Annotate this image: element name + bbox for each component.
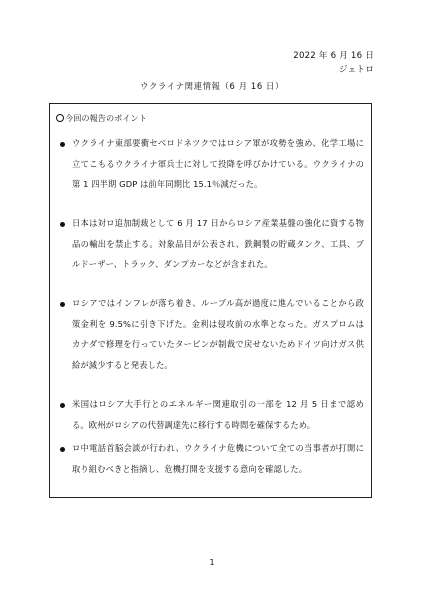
- circle-icon: [56, 114, 64, 122]
- page-number: 1: [209, 558, 215, 567]
- bullet-icon: [60, 302, 65, 307]
- summary-heading: [56, 113, 147, 124]
- summary-heading-text: 今回の報告のポイント: [65, 113, 147, 123]
- summary-item-text: ウクライナ東部要衝セベロドネツクではロシア軍が攻勢を強め、化学工場に立てこもるウクライナ軍兵士に対して投降を呼びかけている。ウクライナの第 1 四半期 GDP は前年同期比 15.1％減だった。: [72, 138, 364, 190]
- bullet-icon: [60, 142, 65, 147]
- bullet-icon: [60, 222, 65, 227]
- summary-item-text: 米国はロシア大手行とのエネルギー関連取引の一部を 12 月 5 日まで認める。欧州がロシアの代替調達先に移行する時間を確保するため。: [72, 399, 364, 430]
- bullet-icon: [60, 403, 65, 408]
- bullet-icon: [60, 447, 65, 452]
- organization-name: ジェトロ: [338, 65, 374, 75]
- document-title: ウクライナ関連情報（6 月 16 日）: [140, 81, 284, 91]
- summary-item-text: ロシアではインフレが落ち着き、ルーブル高が過度に進んでいることから政策金利を 9.5%に引き下げた。金利は侵攻前の水準となった。ガスプロムはカナダで修理を行っていたタービンが制裁で戻せないためドイツ向けガス供給が減少すると発表した。: [72, 298, 364, 370]
- report-date: 2022 年 6 月 16 日: [293, 51, 374, 61]
- summary-item-text: ロ中電話首脳会談が行われ、ウクライナ危機について全ての当事者が打開に取り組むべきと指摘し、危機打開を支援する意向を確認した。: [72, 443, 364, 474]
- summary-item-text: 日本は対ロ追加制裁として 6 月 17 日からロシア産業基盤の強化に資する物品の輸出を禁止する。対象品目が公表され、鉄鋼製の貯蔵タンク、工具、ブルドーザー、トラック、ダンプカーなどが含まれた。: [72, 218, 364, 270]
- summary-box: [49, 103, 372, 498]
